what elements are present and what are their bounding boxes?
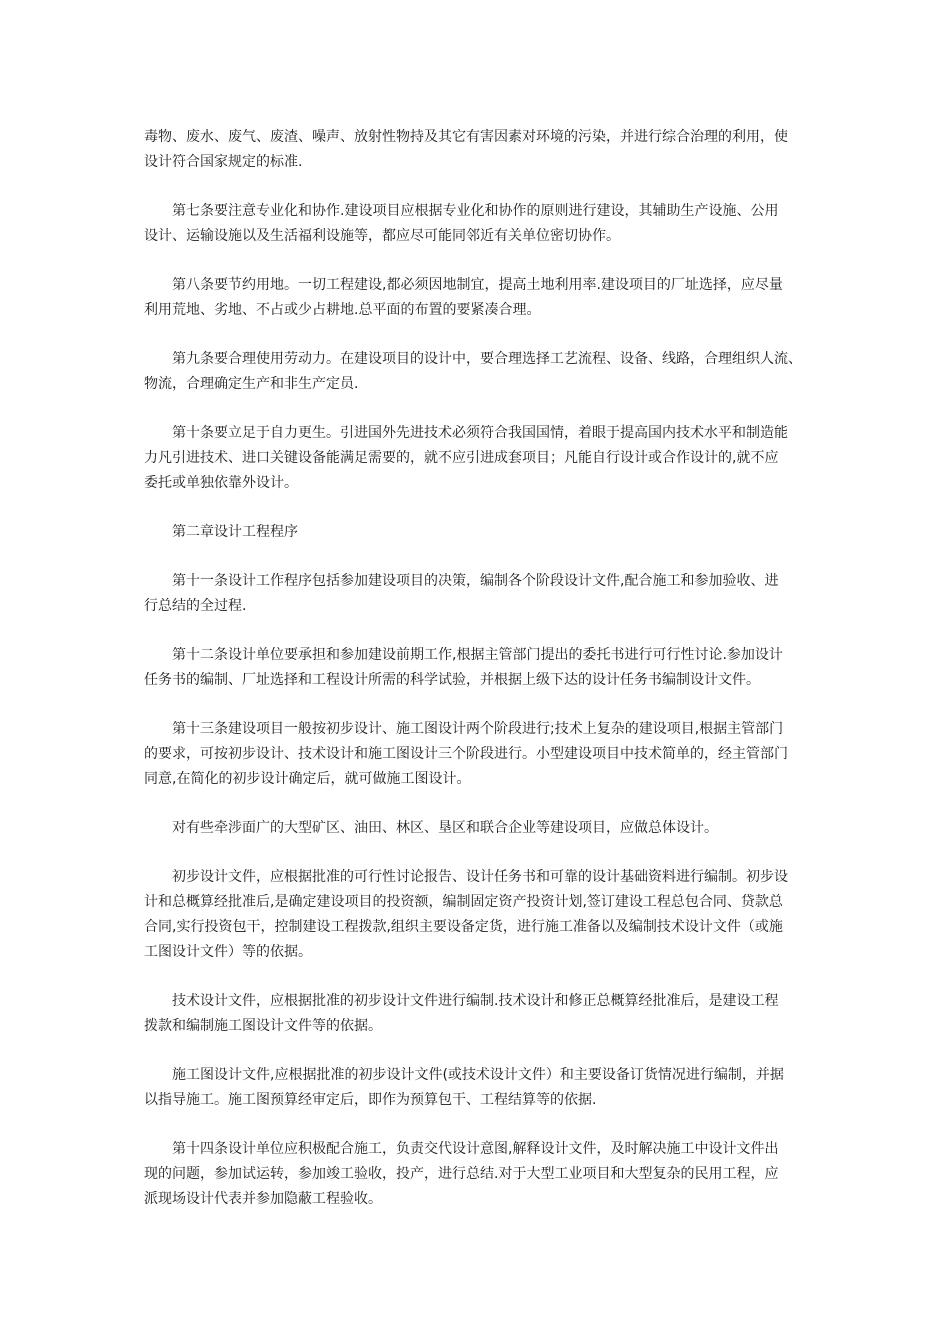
paragraph [144, 989, 814, 1039]
paragraph-line: 施工图设计文件,应根据批准的初步设计文件(或技术设计文件）和主要设备订货情况进行编制，并据 [172, 1067, 784, 1083]
paragraph-line: 以指导施工。施工图预算经审定后，即作为预算包干、工程结算等的依据. [144, 1092, 597, 1108]
paragraph-line: 设计符合国家规定的标准. [144, 154, 303, 170]
paragraph [144, 199, 814, 249]
paragraph-line: 技术设计文件，应根据批准的初步设计文件进行编制.技术设计和修正总概算经批准后，是建设工程 [172, 993, 779, 1009]
paragraph-line: 拨款和编制施工图设计文件等的依据。 [144, 1018, 382, 1034]
paragraph-line: 对有些牵涉面广的大型矿区、油田、林区、垦区和联合企业等建设项目，应做总体设计。 [172, 820, 718, 836]
paragraph-line: 第九条要合理使用劳动力。在建设项目的设计中，要合理选择工艺流程、设备、线路，合理组织人流、 [172, 351, 802, 367]
paragraph-line: 设计、运输设施以及生活福利设施等，都应尽可能同邻近有关单位密切协作。 [144, 228, 620, 244]
paragraph-line: 第七条要注意专业化和协作.建设项目应根据专业化和协作的原则进行建设，其辅助生产设施、公用 [172, 203, 779, 219]
paragraph [144, 520, 814, 545]
paragraph [144, 347, 814, 397]
paragraph-line: 工图设计文件）等的依据。 [144, 944, 312, 960]
paragraph-line: 第十一条设计工作程序包括参加建设项目的决策，编制各个阶段设计文件,配合施工和参加验收、进 [172, 573, 779, 589]
paragraph-line: 现的问题，参加试运转，参加竣工验收，投产，进行总结.对于大型工业项目和大型复杂的民用工程，应 [144, 1166, 779, 1182]
paragraph-line: 力凡引进技术、进口关键设备能满足需要的，就不应引进成套项目；凡能自行设计或合作设计的,就不应 [144, 450, 779, 466]
paragraph [144, 865, 814, 965]
paragraph-line: 第十三条建设项目一般按初步设计、施工图设计两个阶段进行;技术上复杂的建设项目,根据主管部门 [172, 721, 784, 737]
paragraph [144, 421, 814, 496]
paragraph [144, 1063, 814, 1113]
paragraph-line: 计和总概算经批准后,是确定建设项目的投资额，编制固定资产投资计划,签订建设工程总包合同、贷款总 [144, 894, 783, 910]
document-page [144, 125, 814, 1236]
paragraph-line: 的要求，可按初步设计、技术设计和施工图设计三个阶段进行。小型建设项目中技术简单的，经主管部门 [144, 746, 788, 762]
paragraph-line: 派现场设计代表并参加隐蔽工程验收。 [144, 1191, 382, 1207]
paragraph-line: 物流，合理确定生产和非生产定员. [144, 376, 359, 392]
paragraph-line: 合同,实行投资包干，控制建设工程拨款,组织主要设备定货，进行施工准备以及编制技术设计文件（或施 [144, 919, 783, 935]
paragraph-line: 第十二条设计单位要承担和参加建设前期工作,根据主管部门提出的委托书进行可行性讨论.参加设计 [172, 647, 783, 663]
paragraph [144, 643, 814, 693]
paragraph-line: 任务书的编制、厂址选择和工程设计所需的科学试验，并根据上级下达的设计任务书编制设计文件。 [144, 672, 760, 688]
paragraph-line: 利用荒地、劣地、不占或少占耕地.总平面的布置的要紧凑合理。 [144, 302, 541, 318]
paragraph-line: 同意,在简化的初步设计确定后，就可做施工图设计。 [144, 771, 471, 787]
paragraph-line: 初步设计文件，应根据批准的可行性讨论报告、设计任务书和可靠的设计基础资料进行编制。初步设 [172, 869, 788, 885]
paragraph-line: 毒物、废水、废气、废渣、噪声、放射性物持及其它有害因素对环境的污染，并进行综合治理的利用，使 [144, 129, 788, 145]
paragraph-line: 行总结的全过程. [144, 598, 247, 614]
paragraph-line: 第十条要立足于自力更生。引进国外先进技术必须符合我国国情，着眼于提高国内技术水平和制造能 [172, 425, 788, 441]
paragraph-line: 委托或单独依靠外设计。 [144, 475, 298, 491]
paragraph [144, 1137, 814, 1212]
paragraph-line: 第二章设计工程程序 [172, 524, 298, 540]
paragraph-line: 第八条要节约用地。一切工程建设,都必须因地制宜，提高土地利用率.建设项目的厂址选择，应尽量 [172, 277, 783, 293]
paragraph [144, 816, 814, 841]
paragraph [144, 717, 814, 792]
paragraph [144, 125, 814, 175]
paragraph [144, 569, 814, 619]
document-body [144, 125, 814, 1212]
paragraph-line: 第十四条设计单位应积极配合施工，负责交代设计意图,解释设计文件，及时解决施工中设计文件出 [172, 1141, 779, 1157]
paragraph [144, 273, 814, 323]
